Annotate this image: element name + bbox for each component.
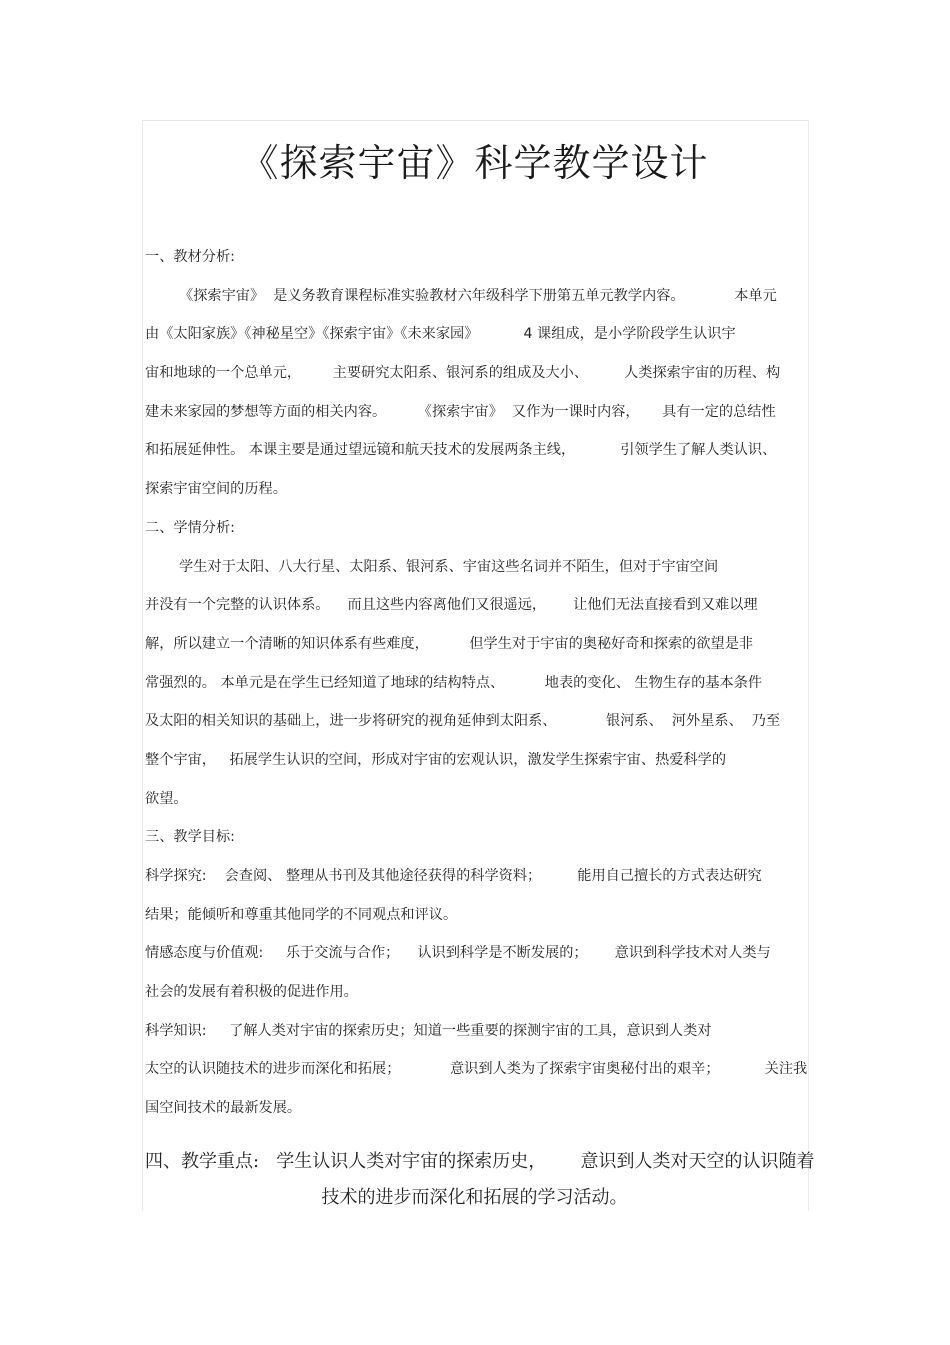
paragraph-line: 常强烈的。 本单元是在学生已经知道了地球的结构特点、 地表的变化、 生物生存的基本条件: [145, 674, 763, 691]
paragraph-line: 宙和地球的一个总单元， 主要研究太阳系、银河系的组成及大小、 人类探索宇宙的历程、构: [145, 365, 781, 382]
paragraph-line: 结果；能倾听和尊重其他同学的不同观点和评议。: [145, 906, 458, 923]
section-heading-teaching-focus: 四、教学重点: 学生认识人类对宇宙的探索历史， 意识到人类对天空的认识随着: [145, 1151, 815, 1172]
paragraph-line: 国空间技术的最新发展。: [145, 1100, 302, 1117]
paragraph-line: 整个宇宙， 拓展学生认识的空间，形成对宇宙的宏观认识，激发学生探索宇宙、热爱科学的: [145, 751, 727, 768]
paragraph-line: 欲望。: [145, 790, 188, 807]
paragraph-line: 探索宇宙空间的历程。: [145, 481, 287, 498]
paragraph-line: 并没有一个完整的认识体系。 而且这些内容离他们又很遥远， 让他们无法直接看到又难以理: [145, 597, 758, 614]
paragraph-line: 建未来家园的梦想等方面的相关内容。 《探索宇宙》 又作为一课时内容， 具有一定的总结性: [145, 403, 776, 420]
section-heading-teaching-goals: 三、教学目标:: [145, 829, 235, 846]
section-heading-teaching-focus-continued: 技术的进步而深化和拓展的学习活动。: [321, 1187, 628, 1208]
paragraph-line: 由《太阳家族》《神秘星空》《探索宇宙》《未来家园》 4 课组成，是小学阶段学生认识宇: [145, 326, 736, 343]
paragraph-line: 情感态度与价值观: 乐于交流与合作； 认识到科学是不断发展的； 意识到科学技术对人类与: [145, 945, 771, 962]
section-heading-material-analysis: 一、教材分析:: [145, 249, 235, 265]
document-title: 《探索宇宙》科学教学设计: [240, 141, 709, 185]
paragraph-line: 科学探究: 会查阅、 整理从书刊及其他途径获得的科学资料； 能用自己擅长的方式表达研究: [145, 868, 762, 884]
paragraph-line: 太空的认识随技术的进步而深化和拓展； 意识到人类为了探索宇宙奥秘付出的艰辛； 关注我: [145, 1061, 808, 1078]
paragraph-line: 社会的发展有着积极的促进作用。: [145, 984, 358, 1001]
document-body: [145, 238, 808, 1128]
paragraph-line: 和拓展延伸性。 本课主要是通过望远镜和航天技术的发展两条主线， 引领学生了解人类认识、: [145, 442, 777, 459]
paragraph-line: 学生对于太阳、八大行星、太阳系、银河系、宇宙这些名词并不陌生，但对于宇宙空间: [179, 558, 719, 575]
paragraph-line: 及太阳的相关知识的基础上，进一步将研究的视角延伸到太阳系、 银河系、 河外星系、 乃至: [145, 713, 781, 730]
paragraph-line: 《探索宇宙》 是义务教育课程标准实验教材六年级科学下册第五单元教学内容。 本单元: [179, 287, 777, 304]
paragraph-line: 解，所以建立一个清晰的知识体系有些难度， 但学生对于宇宙的奥秘好奇和探索的欲望是非: [145, 635, 754, 652]
section-heading-student-analysis: 二、学情分析:: [145, 519, 235, 536]
paragraph-line: 科学知识: 了解人类对宇宙的探索历史；知道一些重要的探测宇宙的工具，意识到人类对: [145, 1022, 712, 1039]
